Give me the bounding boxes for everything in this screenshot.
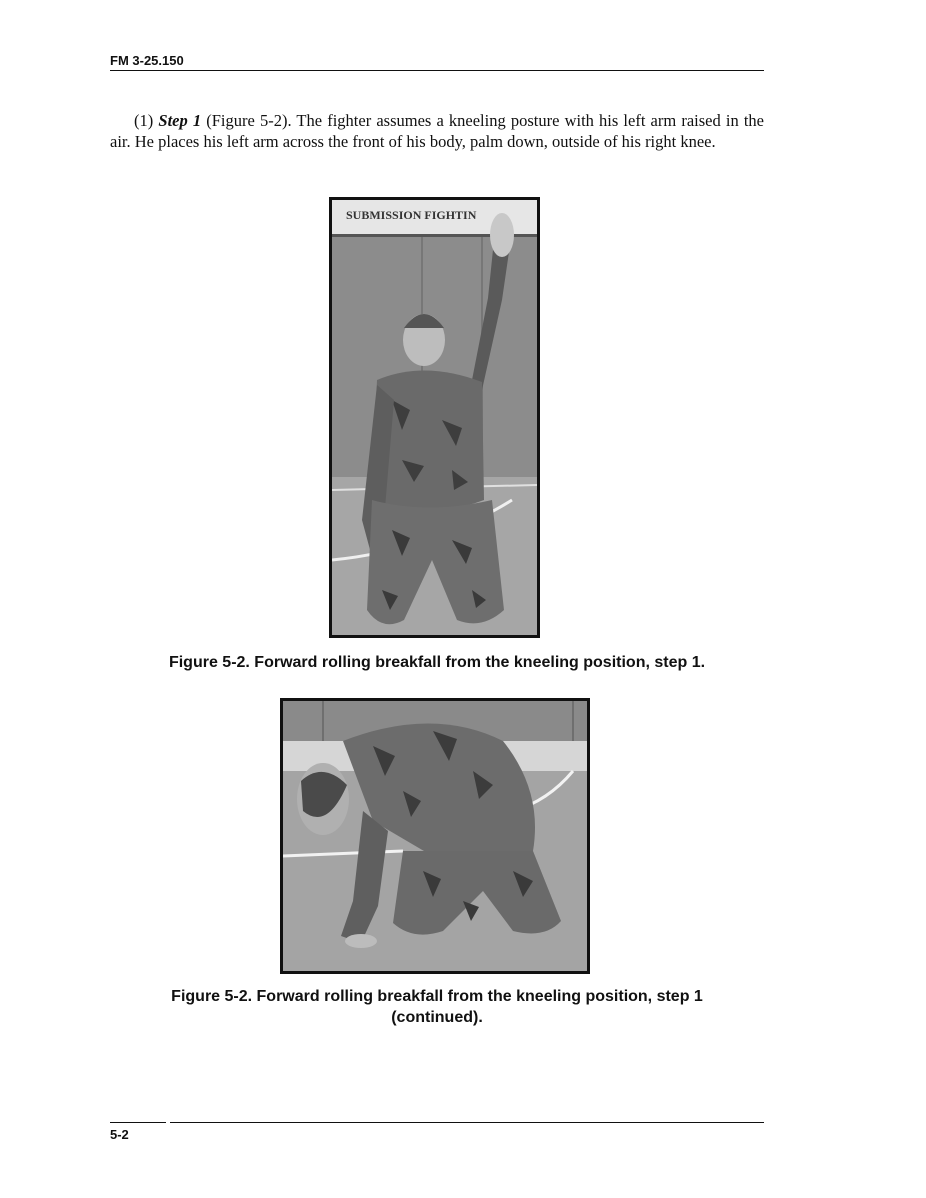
figure-caption-1: Figure 5-2. Forward rolling breakfall from the kneeling position, step 1. bbox=[168, 654, 706, 671]
figure-caption-2-line1: Figure 5-2. Forward rolling breakfall from the kneeling position, step 1 bbox=[171, 988, 703, 1005]
step-paragraph bbox=[110, 110, 764, 152]
footer-rule-long bbox=[170, 1122, 764, 1123]
step-label: Step 1 bbox=[158, 111, 202, 130]
figure-caption-2-line2: (continued). bbox=[391, 1009, 483, 1026]
paragraph-number: (1) bbox=[134, 111, 154, 130]
paragraph-text: (Figure 5-2). The fighter assumes a kneeling posture with his left arm raised in the air. He places his left arm across the front of his body, palm down, outside of his right knee. bbox=[110, 111, 764, 151]
page-header bbox=[110, 53, 764, 71]
document-id: FM 3-25.150 bbox=[110, 53, 184, 68]
sign-text: SUBMISSION FIGHTIN bbox=[346, 208, 477, 222]
figure-photo-kneeling bbox=[329, 197, 540, 638]
page-number: 5-2 bbox=[110, 1127, 129, 1142]
footer-rule-short bbox=[110, 1122, 166, 1123]
figure-caption-2 bbox=[110, 986, 764, 1028]
figure-photo-forward-lean bbox=[280, 698, 590, 974]
